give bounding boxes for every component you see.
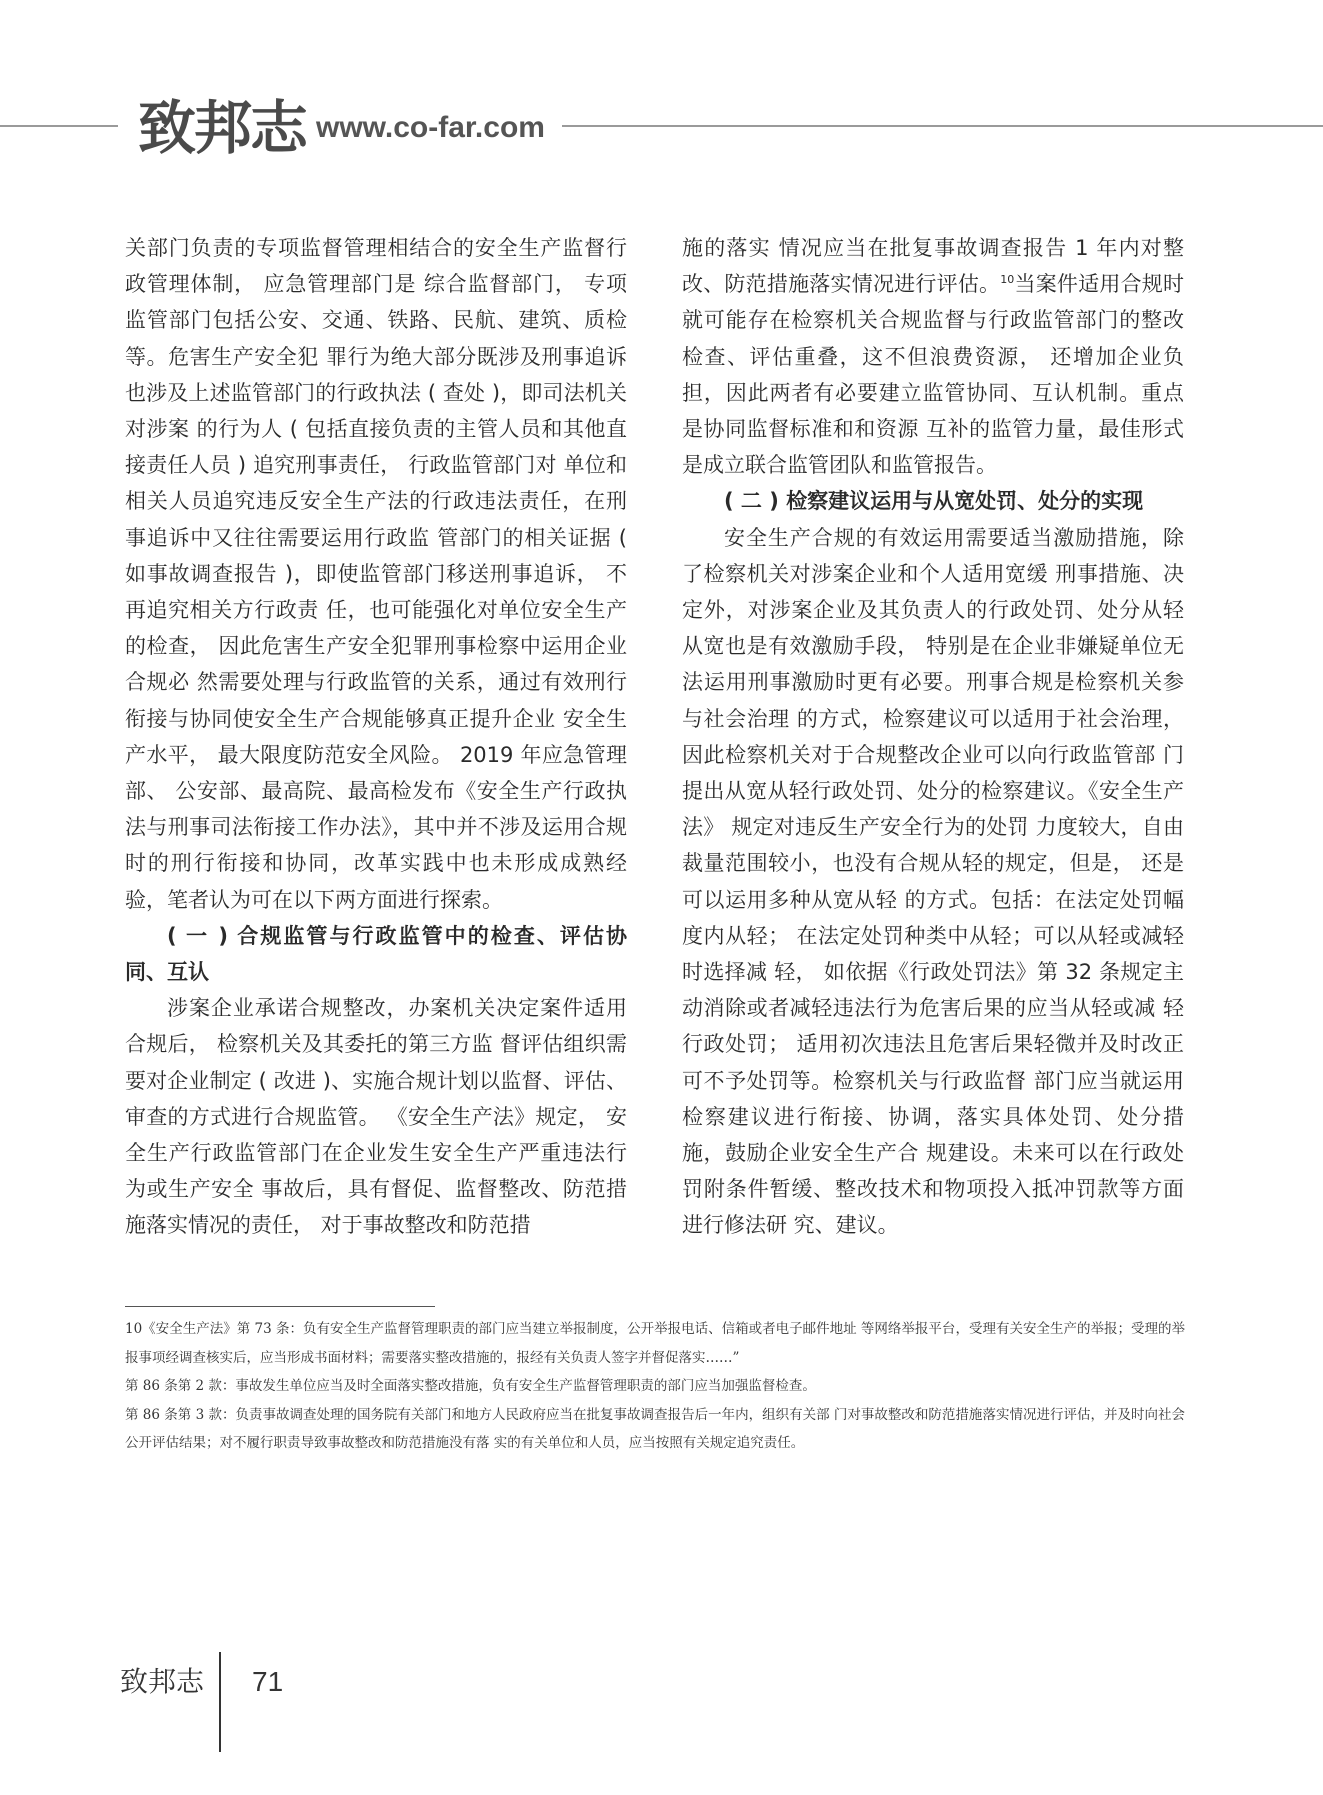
magazine-logo: 致邦志 [138,94,307,162]
left-column [125,230,627,1244]
footnote: 第 86 条第 3 款：负责事故调查处理的国务院有关部门和地方人民政府应当在批复事故调查报告后一年内，组织有关部 门对事故整改和防范措施落实情况进行评估，并及时向社会公开评估结果；对不履行职责导致事故整改和防范措施没有落 实的有关单位和人员，应当按照有关规定追究责任。 [125,1406,1185,1451]
header-rule-left [0,125,118,127]
footnote: 10《安全生产法》第 73 条：负有安全生产监督管理职责的部门应当建立举报制度，公开举报电话、信箱或者电子邮件地址 等网络举报平台，受理有关安全生产的举报；受理的举报事项经调查核实后，应当形成书面材料；需要落实整改措施的，报经有关负责人签字并督促落实……” [125,1321,1185,1366]
footnote-rule [125,1306,435,1307]
paragraph: 涉案企业承诺合规整改，办案机关决定案件适用合规后， 检察机关及其委托的第三方监 督评估组织需要对企业制定 ( 改进 )、实施合规计划以监督、评估、审查的方式进行合规监管。 《安全生产法》规定， 安全生产行政监管部门在企业发生安全生产严重违法行为或生产安全 事故后，具有督促、监督整改、防范措施落实情况的责任， 对于事故整改和防范措 [125,996,627,1238]
paragraph [682,230,1184,483]
footer-title: 致邦志 [120,1665,205,1698]
paragraph: 安全生产合规的有效运用需要适当激励措施，除了检察机关对涉案企业和个人适用宽缓 刑事措施、决定外，对涉案企业及其负责人的行政处罚、处分从轻从宽也是有效激励手段， 特别是在企业非嫌疑单位无法运用刑事激励时更有必要。刑事合规是检察机关参与社会治理 的方式，检察建议可以适用于社会治理， 因此检察机关对于合规整改企业可以向行政监管部 门提出从宽从轻行政处罚、处分的检察建议。《安全生产法》 规定对违反生产安全行为的处罚 力度较大，自由裁量范围较小，也没有合规从轻的规定，但是， 还是可以运用多种从宽从轻 的方式。包括：在法定处罚幅度内从轻； 在法定处罚种类中从轻；可以从轻或减轻时选择减 轻， 如依据《行政处罚法》第 32 条规定主动消除或者减轻违法行为危害后果的应当从轻或减 轻行政处罚； 适用初次违法且危害后果轻微并及时改正可不予处罚等。检察机关与行政监督 部门应当就运用检察建议进行衔接、协调，落实具体处罚、处分措施，鼓励企业安全生产合 规建设。未来可以在行政处罚附条件暂缓、整改技术和物项投入抵冲罚款等方面进行修法研 究、建议。 [682,525,1184,1238]
paragraph: 关部门负责的专项监督管理相结合的安全生产监督行政管理体制， 应急管理部门是 综合监督部门， 专项监管部门包括公安、交通、铁路、民航、建筑、质检等。危害生产安全犯 罪行为绝大部分既涉及刑事追诉也涉及上述监管部门的行政执法 ( 查处 )，即司法机关对涉案 的行为人 ( 包括直接负责的主管人员和其他直接责任人员 ) 追究刑事责任， 行政监管部门对 单位和相关人员追究违反安全生产法的行政违法责任，在刑事追诉中又往往需要运用行政监 管部门的相关证据 ( 如事故调查报告 )，即使监管部门移送刑事追诉， 不再追究相关方行政责 任，也可能强化对单位安全生产的检查， 因此危害生产安全犯罪刑事检察中运用企业合规必 然需要处理与行政监管的关系，通过有效刑行衔接与协同使安全生产合规能够真正提升企业 安全生产水平， 最大限度防范安全风险。 2019 年应急管理部、 公安部、最高院、最高检发布《安全生产行政执法与刑事司法衔接工作办法》，其中并不涉及运用合规时的刑行衔接和协同，改革实践中也未形成成熟经验，笔者认为可在以下两方面进行探索。 [125,236,627,912]
header-rule-right [562,125,1323,127]
right-column [682,230,1184,1244]
section-heading: ( 一 ) 合规监管与行政监管中的检查、评估协同、互认 [125,923,627,985]
footnotes [125,1315,1185,1458]
footer-divider [219,1652,221,1752]
footnote-ref: 10 [1000,273,1015,287]
paragraph-text: 当案件适用合规时就可能存在检察机关合规监督与行政监管部门的整改检查、评估重叠，这不但浪费资源， 还增加企业负担，因此两者有必要建立监管协同、互认机制。重点是协同监督标准和和资源 互补的监管力量，最佳形式是成立联合监管团队和监管报告。 [682,272,1185,478]
website-url[interactable]: www.co-far.com [316,111,545,144]
footnote: 第 86 条第 2 款：事故发生单位应当及时全面落实整改措施，负有安全生产监督管理职责的部门应当加强监督检查。 [125,1378,816,1394]
page-number: 71 [252,1666,284,1697]
paragraph-text: 施的落实 情况应当在批复事故调查报告 1 年内对整改、防范措施落实情况进行评估。 [682,236,1184,297]
section-heading: ( 二 ) 检察建议运用与从宽处罚、处分的实现 [724,489,1144,514]
